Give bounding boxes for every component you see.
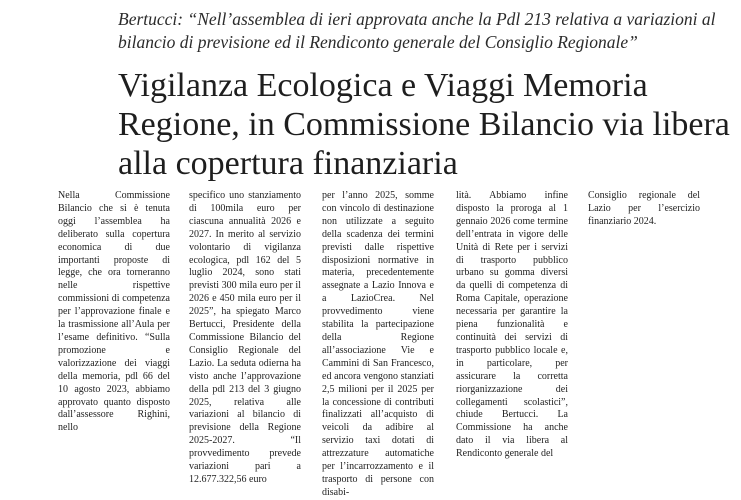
- article-column-1: Nella Commissione Bilancio che si è tenuta oggi l’assemblea ha deliberato sulla copertura economica di due importanti proposte di legge, che ora torneranno nelle rispettive commissioni di competenza per l’approvazione finale e la trasmissione all’Aula per l’esame definitivo. “Sulla promozione e valorizzazione dei viaggi della memoria, pdl 66 del 10 agosto 2023, abbiamo approvato quanto disposto dall’assessore Righini, nello: [58, 190, 170, 434]
- article-column-5: Consiglio regionale del Lazio per l’esercizio finanziario 2024.: [588, 190, 700, 227]
- article-column-2: specifico uno stanziamento di 100mila euro per ciascuna annualità 2026 e 2027. In merito al servizio volontario di vigilanza ecologica, pdl 162 del 5 luglio 2024, sono stati previsti 300 mila euro per il 2026 e 450 mila euro per il 2025”, ha spiegato Marco Bertucci, Presidente della Commissione Bilancio del Consiglio Regionale del Lazio. La seduta odierna ha visto anche l’approvazione della pdl 213 del 3 giugno 2025, relativa alle variazioni al bilancio di previsione della Regione 2025-2027. “Il provvedimento prevede variazioni pari a 12.677.322,56 euro: [189, 190, 301, 485]
- article-body: [58, 190, 728, 498]
- article-column-3: per l’anno 2025, somme con vincolo di destinazione non utilizzate a seguito della scadenza dei termini previsti dalle rispettive disposizioni normative in materia, precedentemente assegnate a Lazio Innova e a LazioCrea. Nel provvedimento viene stabilita la partecipazione della Regione all’associazione Vie e Cammini di San Francesco, ed ancora vengono stanziati 2,5 milioni per il 2025 per la concessione di contributi finalizzati all’acquisto di veicoli da adibire al servizio taxi dotati di attrezzature automatiche per l’incarrozzamento e il trasporto di persone con disabi-: [322, 190, 434, 498]
- article-headline: Vigilanza Ecologica e Viaggi Memoria Regione, in Commissione Bilancio via libera alla copertura finanziaria: [118, 67, 730, 182]
- article-column-4: lità. Abbiamo infine disposto la proroga al 1 gennaio 2026 come termine dell’entrata in vigore delle Unità di Rete per i servizi di trasporto pubblico urbano su gomma diversi da quelli di competenza di Roma Capitale, operazione necessaria per garantire la piena funzionalità e continuità dei servizi di trasporto pubblico locale e, in particolare, per assicurare la corretta riorganizzazione dei collegamenti scolastici”, chiude Bertucci. La Commissione ha anche dato il via libera al Rendiconto generale del: [456, 190, 568, 460]
- article-kicker: Bertucci: “Nell’assemblea di ieri approvata anche la Pdl 213 relativa a variazioni al bilancio di previsione ed il Rendiconto generale del Consiglio Regionale”: [118, 9, 716, 52]
